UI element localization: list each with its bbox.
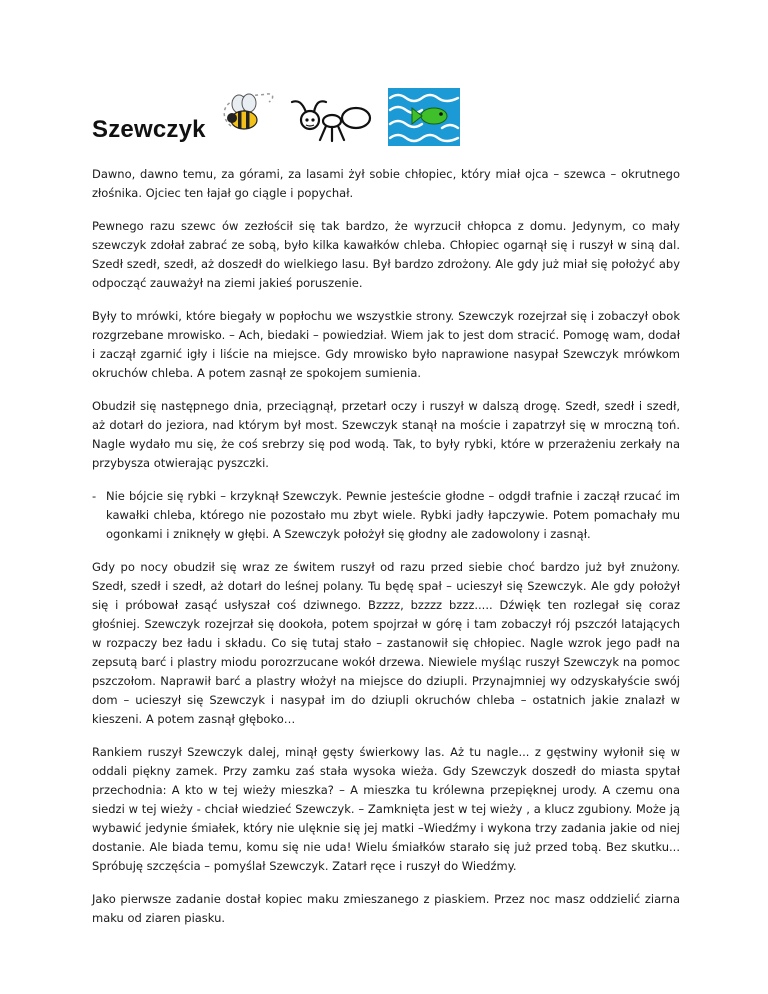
paragraph: Jako pierwsze zadanie dostał kopiec maku zmieszanego z piaskiem. Przez noc masz oddzielić ziarna maku od ziaren piasku. [92, 892, 680, 925]
paragraph: Były to mrówki, które biegały w popłochu we wszystkie strony. Szewczyk rozejrzał się i zobaczył obok rozgrzebane mrowisko. – Ach, biedaki – powiedział. Wiem jak to jest dom stracić. Pomogę wam, dodał i zaczął zgarnić igły i liście na miejsce. Gdy mrowisko było naprawione nasypał Szewczyk mrówkom okruchów chleba. A potem zasnął ze spokojem sumienia. [92, 309, 680, 380]
dialogue-list-item [92, 487, 680, 544]
page-title: Szewczyk [92, 116, 206, 143]
story-body [92, 165, 680, 942]
paragraph: Dawno, dawno temu, za górami, za lasami żył sobie chłopiec, który miał ojca – szewca – okrutnego złośnika. Ojciec ten łajał go ciągle i popychał. [92, 167, 680, 200]
paragraph: Gdy po nocy obudził się wraz ze świtem ruszył od razu przed siebie choć bardzo już był znużony. Szedł, szedł i szedł, aż dotarł do leśnej polany. Tu będę spał – ucieszył się Szewczyk. Ale gdy położył się i próbował zasąć usłyszał coś dziwnego. Bzzzz, bzzzz bzzz..... Dźwięk ten rozlegał się coraz głośniej. Szewczyk rozejrzał się dookoła, potem spojrzał w górę i tam zobaczył rój pszczół latających w rozpaczy bez ładu i składu. Co się tutaj stało – zastanowił się chłopiec. Nagle wzrok jego padł na zepsutą barć i plastry miodu porozrzucane wokół drzewa. Niewiele myśląc ruszył Szewczyk na pomoc pszczołom. Naprawił barć a plastry włożył na miejsce do dziupli. Przynajmniej wy odzyskałyście swój dom – ucieszył się Szewczyk i nasypał im do dziupli okruchów chleba – ostatnich jakie znalazł w kieszeni. A potem zasnął głęboko… [92, 560, 680, 726]
bee-icon [217, 90, 277, 140]
paragraph: Rankiem ruszył Szewczyk dalej, minął gęsty świerkowy las. Aż tu nagle... z gęstwiny wyłonił się w oddali piękny zamek. Przy zamku zaś stała wysoka wieża. Gdy Szewczyk doszedł do miasta spytał przechodnia: A kto w tej wieży mieszka? – A mieszka tu królewna przepięknej urody. A czemu ona siedzi w tej wieży - chciał wiedzieć Szewczyk. – Zamknięta jest w tej wieży , a klucz zgubiony. Może ją wybawić jedynie śmiałek, który nie ulęknie się jej matki –Wiedźmy i wykona trzy zadania jakie od niej dostanie. Ale biada temu, komu się nie uda! Wielu śmiałków starało się już przed tobą. Bez skutku... Spróbuję szczęścia – pomyślał Szewczyk. Zatarł ręce i ruszył do Wiedźmy. [92, 745, 680, 873]
paragraph: Obudził się następnego dnia, przeciągnął, przetarł oczy i ruszył w dalszą drogę. Szedł, szedł i szedł, aż dotarł do jeziora, nad którym był most. Szewczyk stanął na moście i zapatrzył się w mroczną toń. Nagle wydało mu się, że coś srebrzy się pod wodą. Tak, to były rybki, które w przerażeniu zerkały na przybysza otwierając pyszczki. [92, 399, 680, 470]
fish-icon [388, 88, 460, 146]
ant-icon [286, 96, 378, 144]
paragraph: Pewnego razu szewc ów zezłościł się tak bardzo, że wyrzucił chłopca z domu. Jedynym, co mały szewczyk zdołał zabrać ze sobą, było kilka kawałków chleba. Chłopiec ogarnął się i ruszył w siną dal. Szedł szedł, szedł, aż doszedł do wielkiego lasu. Był bardzo zdrożony. Ale gdy już miał się położyć aby odpocząć zauważył na ziemi jakieś poruszenie. [92, 219, 680, 290]
dialogue-text: Nie bójcie się rybki – krzyknął Szewczyk. Pewnie jesteście głodne – odgdł trafnie i zaczął rzucać im kawałki chleba, którego nie pozostało mu zbyt wiele. Rybki jadły łapczywie. Potem pomachały mu ogonkami i zniknęły w głębi. A Szewczyk położył się głodny ale zadowolony i zasnął. [106, 489, 680, 541]
dash-bullet: - [92, 489, 97, 503]
